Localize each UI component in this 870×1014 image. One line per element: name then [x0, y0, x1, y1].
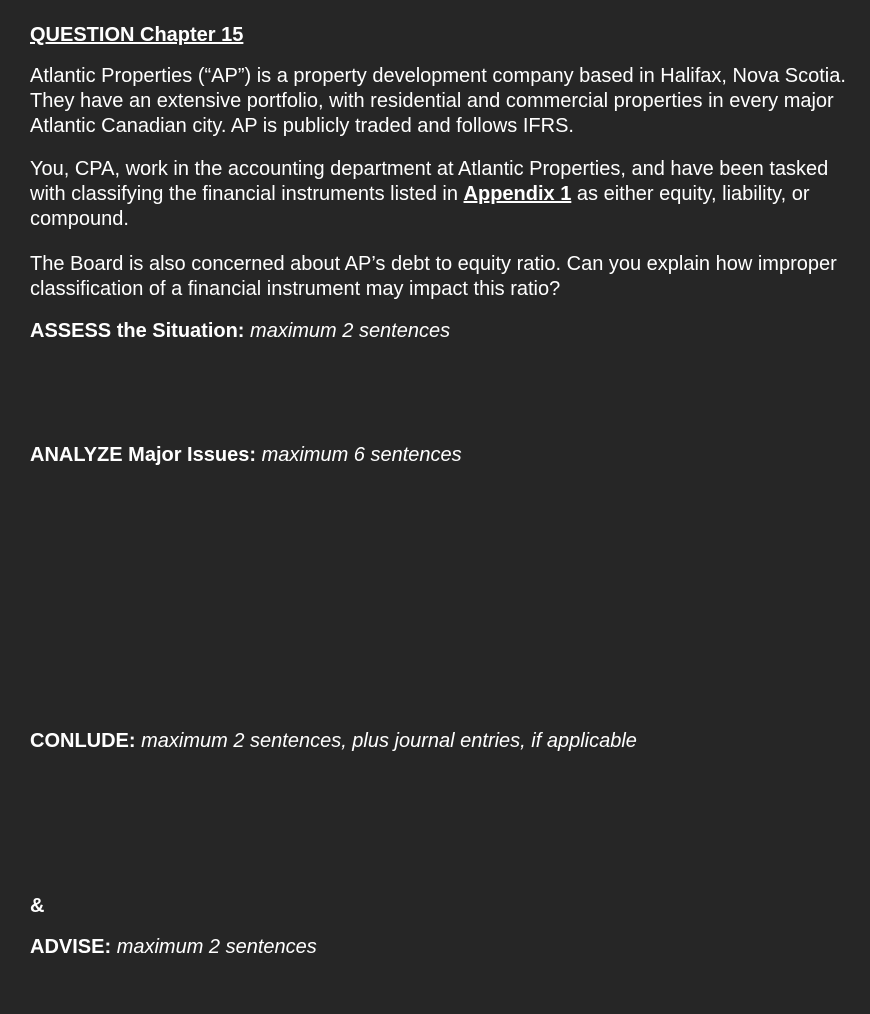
ratio-paragraph: The Board is also concerned about AP’s debt to equity ratio. Can you explain how improper classification of a financial instrument may impact this ratio? [30, 253, 837, 300]
advise-label: ADVISE: [30, 936, 112, 958]
intro-paragraph: Atlantic Properties (“AP”) is a property development company based in Halifax, Nova Scotia. They have an extensive portfolio, with residential and commercial properties in every major Atlantic Canadian city. AP is publicly traded and follows IFRS. [30, 65, 846, 137]
conclude-note: maximum 2 sentences, plus journal entries, if applicable [141, 730, 637, 752]
question-title: QUESTION Chapter 15 [30, 24, 244, 46]
analyze-label: ANALYZE Major Issues: [30, 444, 256, 466]
assess-label: ASSESS the Situation: [30, 320, 245, 342]
analyze-note: maximum 6 sentences [261, 444, 462, 466]
task-text-after: as either equity, liability, or compound. [30, 183, 810, 230]
task-paragraph [30, 157, 860, 232]
conclude-heading [30, 728, 637, 754]
task-text-before: You, CPA, work in the accounting department at Atlantic Properties, and have been tasked with classifying the financial instruments listed in [30, 158, 829, 205]
assess-heading [30, 318, 450, 344]
analyze-heading [30, 442, 462, 468]
conclude-label: CONLUDE: [30, 730, 136, 752]
assess-note: maximum 2 sentences [250, 320, 451, 342]
advise-heading [30, 934, 317, 960]
advise-note: maximum 2 sentences [116, 936, 317, 958]
question-page [30, 22, 860, 958]
ampersand: & [30, 895, 45, 917]
appendix-link[interactable]: Appendix 1 [463, 183, 572, 205]
